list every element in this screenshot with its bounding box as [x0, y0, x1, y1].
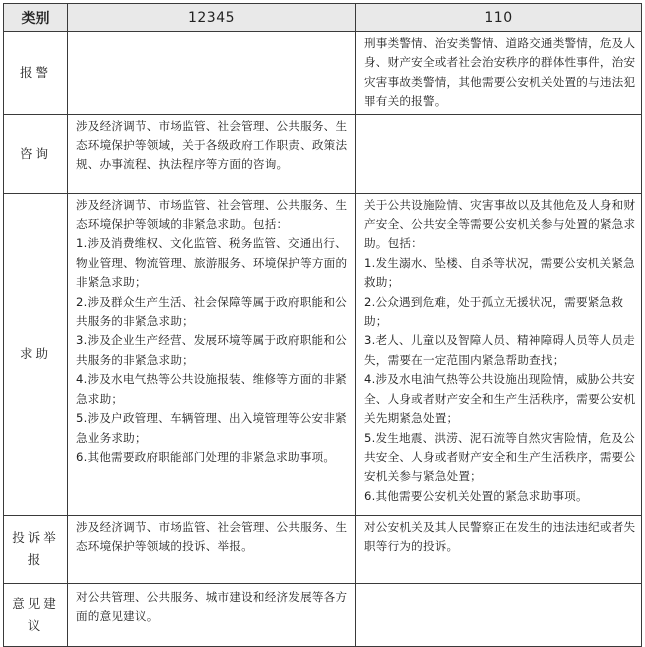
cell-110-report [356, 32, 642, 115]
row-report [4, 32, 642, 115]
row-label-consult: 咨询 [4, 114, 68, 193]
cell-12345-suggestion [68, 583, 356, 646]
cell-paragraph: 对公安机关及其人民警察正在发生的违法违纪或者失职等行为的投诉。 [364, 519, 636, 554]
cell-110-complaint [356, 515, 642, 583]
cell-paragraph: 涉及经济调节、市场监管、社会管理、公共服务、生态环境保护等领域，关于各级政府工作职责、政策法规、办事流程、执法程序等方面的咨询。 [76, 118, 348, 172]
cell-110-suggestion [356, 583, 642, 646]
cell-list-item: 6.其他需要政府职能部门处理的非紧急求助事项。 [76, 449, 336, 464]
row-complaint [4, 515, 642, 583]
cell-paragraph: 刑事类警情、治安类警情、道路交通类警情，危及人身、财产安全或者社会治安秩序的群体性事件，治安灾害事故类警情，其他需要公安机关处置的与违法犯罪有关的报警。 [364, 36, 636, 109]
cell-110-consult [356, 114, 642, 193]
cell-list-item: 2.公众遇到危难，处于孤立无援状况，需要紧急救助； [364, 294, 624, 329]
row-help [4, 193, 642, 515]
cell-110-help [356, 193, 642, 515]
cell-list-item: 4.涉及水电气热等公共设施报装、维修等方面的非紧急求助； [76, 372, 347, 406]
cell-list-item: 2.涉及群众生产生活、社会保障等属于政府职能和公共服务的非紧急求助； [76, 294, 347, 329]
cell-12345-complaint [68, 515, 356, 583]
header-110: 110 [356, 4, 642, 32]
cell-list-item: 4.涉及水电油气热等公共设施出现险情，威胁公共安全、人身或者财产安全和生产生活秩序，需要公安机关先期紧急处置； [364, 372, 636, 426]
cell-12345-help [68, 193, 356, 515]
cell-list-item: 1.发生溺水、坠楼、自杀等状况，需要公安机关紧急救助； [364, 255, 635, 290]
row-consult [4, 114, 642, 193]
cell-list-item: 3.老人、儿童以及智障人员、精神障碍人员等人员走失，需要在一定范围内紧急帮助查找； [364, 333, 635, 367]
row-suggestion [4, 583, 642, 646]
row-label-suggestion: 意见建议 [4, 583, 68, 646]
cell-list-item: 5.涉及户政管理、车辆管理、出入境管理等公安非紧急业务求助； [76, 411, 347, 445]
cell-list-item: 6.其他需要公安机关处置的紧急求助事项。 [364, 488, 588, 503]
comparison-table [3, 3, 642, 647]
cell-paragraph: 涉及经济调节、市场监管、社会管理、公共服务、生态环境保护等领域的投诉、举报。 [76, 519, 348, 554]
header-row [4, 4, 642, 32]
cell-paragraph: 关于公共设施险情、灾害事故以及其他危及人身和财产安全、公共安全等需要公安机关参与处置的紧急求助。包括： [364, 197, 636, 251]
cell-list-item: 3.涉及企业生产经营、发展环境等属于政府职能和公共服务的非紧急求助； [76, 333, 347, 367]
cell-12345-consult [68, 114, 356, 193]
row-label-report: 报警 [4, 32, 68, 115]
row-label-help: 求助 [4, 193, 68, 515]
header-12345: 12345 [68, 4, 356, 32]
cell-list-item: 1.涉及消费维权、文化监管、税务监管、交通出行、物业管理、物流管理、旅游服务、环境保护等方面的非紧急求助； [76, 236, 348, 290]
cell-list-item: 5.发生地震、洪涝、泥石流等自然灾害险情，危及公共安全、人身或者财产安全和生产生活秩序，需要公安机关参与紧急处置； [364, 430, 636, 484]
row-label-complaint: 投诉举报 [4, 515, 68, 583]
header-category: 类别 [4, 4, 68, 32]
cell-12345-report [68, 32, 356, 115]
cell-paragraph: 涉及经济调节、市场监管、社会管理、公共服务、生态环境保护等领域的非紧急求助。包括： [76, 197, 348, 232]
cell-paragraph: 对公共管理、公共服务、城市建设和经济发展等各方面的意见建议。 [76, 589, 348, 624]
